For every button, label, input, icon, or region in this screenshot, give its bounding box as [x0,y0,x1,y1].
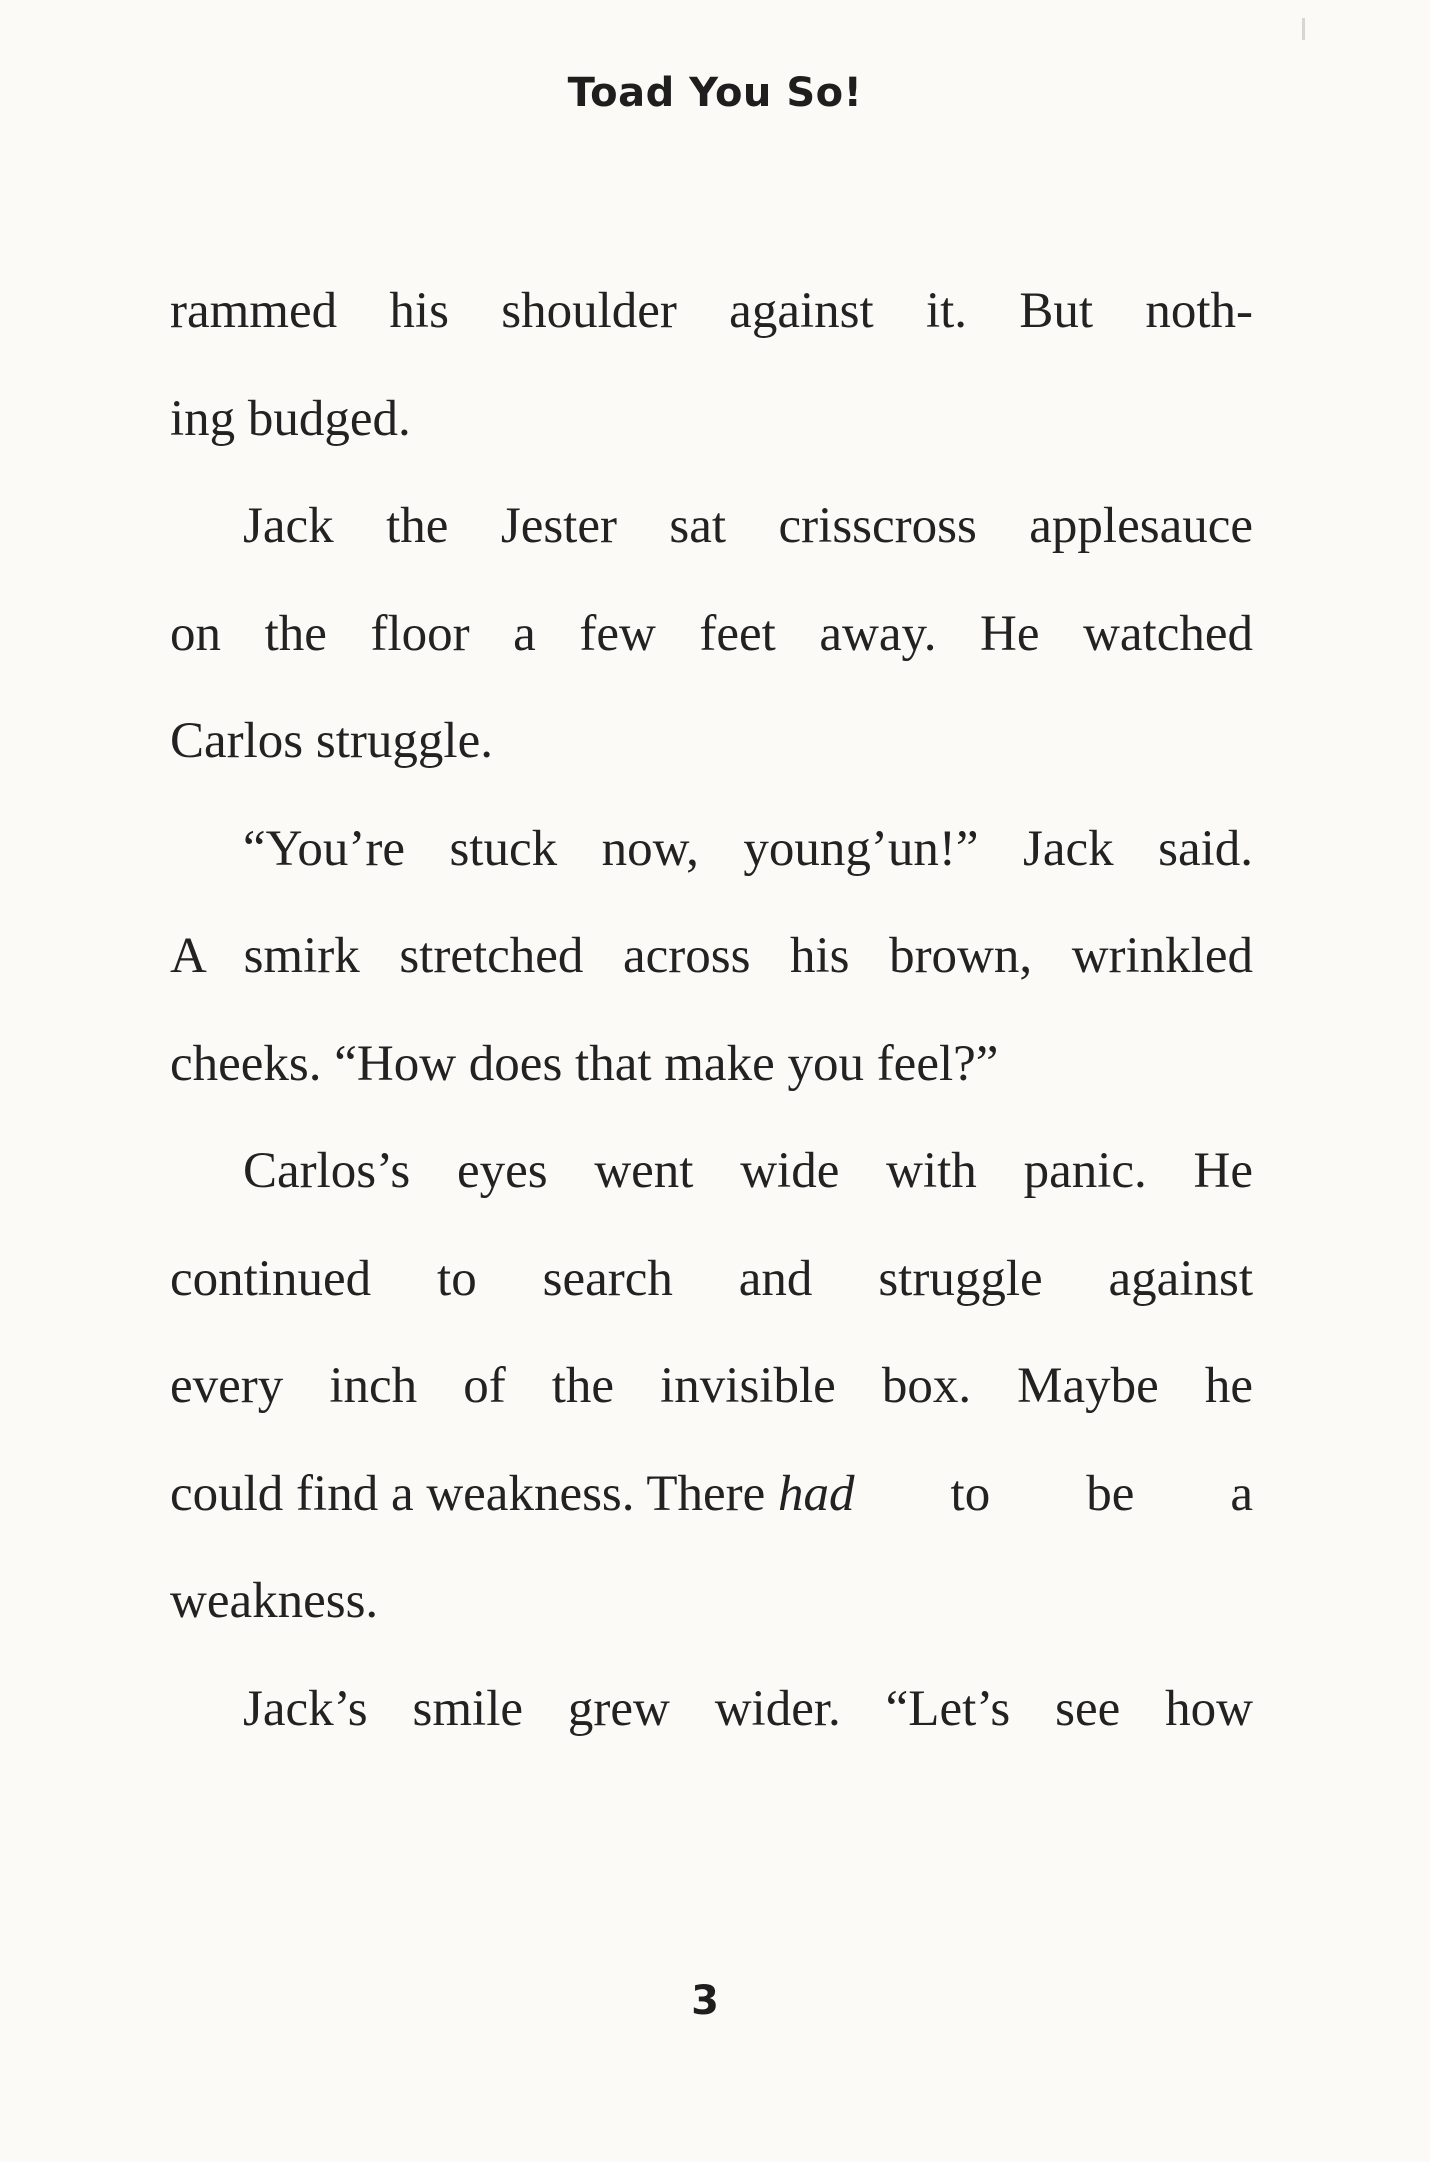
text-line: Carlos’s eyes went wide with panic. He [243,1143,1253,1199]
text-line: cheeks. “How does that make you feel?” [170,1035,999,1092]
text-line: continued to search and struggle against [170,1250,1253,1307]
text-fragment: to be a [854,1465,1253,1522]
text-line: Jack’s smile grew wider. “Let’s see how [243,1680,1253,1737]
text-fragment: could find a weakness. There [170,1465,779,1522]
text-line: weakness. [170,1573,379,1629]
page-body-text [170,258,1253,1763]
text-line: “You’re stuck now, young’un!” Jack said. [243,820,1253,877]
scan-artifact [1302,18,1305,40]
text-line: A smirk stretched across his brown, wrinkled [170,928,1253,984]
text-line: Jack the Jester sat crisscross applesauce [243,498,1253,554]
text-line: on the floor a few feet away. He watched [170,605,1253,662]
emphasized-word: had [778,1465,855,1522]
running-title: Toad You So! [567,70,863,116]
text-line: ing budged. [170,390,411,447]
page-number: 3 [691,1978,719,2024]
text-line-with-emphasis [170,1441,1253,1549]
text-line: Carlos struggle. [170,713,493,769]
text-line: every inch of the invisible box. Maybe he [170,1358,1253,1414]
text-line: rammed his shoulder against it. But noth- [170,283,1253,339]
